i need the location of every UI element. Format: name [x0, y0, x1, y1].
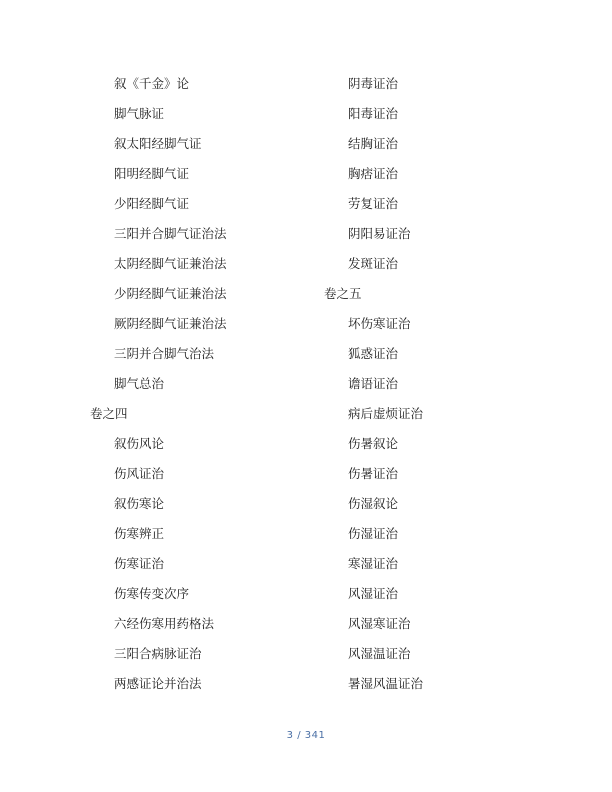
- toc-entry: 少阴经脚气证兼治法: [114, 286, 227, 301]
- toc-entry: 伤风证治: [114, 466, 165, 481]
- toc-entry: 三阳合病脉证治: [114, 646, 202, 661]
- toc-entry: 劳复证治: [348, 196, 399, 211]
- toc-section-heading: 卷之五: [324, 286, 362, 301]
- page-number: 3 / 341: [286, 730, 326, 741]
- toc-entry: 叙太阳经脚气证: [114, 136, 202, 151]
- toc-entry: 暑湿风温证治: [348, 676, 424, 691]
- toc-entry: 六经伤寒用药格法: [114, 616, 215, 631]
- toc-entry: 厥阴经脚气证兼治法: [114, 316, 227, 331]
- toc-entry: 脚气脉证: [114, 106, 165, 121]
- toc-entry: 少阳经脚气证: [114, 196, 190, 211]
- toc-entry: 寒湿证治: [348, 556, 399, 571]
- toc-entry: 三阳并合脚气证治法: [114, 226, 227, 241]
- toc-entry: 脚气总治: [114, 376, 165, 391]
- toc-entry: 叙伤寒论: [114, 496, 165, 511]
- toc-entry: 伤暑叙论: [348, 436, 399, 451]
- toc-entry: 谵语证治: [348, 376, 399, 391]
- toc-entry: 伤湿证治: [348, 526, 399, 541]
- toc-entry: 坏伤寒证治: [348, 316, 411, 331]
- toc-entry: 狐惑证治: [348, 346, 399, 361]
- toc-column-right: [324, 72, 554, 702]
- toc-entry: 风湿证治: [348, 586, 399, 601]
- toc-entry: 阳毒证治: [348, 106, 399, 121]
- toc-entry: 伤寒传变次序: [114, 586, 190, 601]
- toc-entry: 伤暑证治: [348, 466, 399, 481]
- toc-entry: 风湿温证治: [348, 646, 411, 661]
- toc-entry: 伤湿叙论: [348, 496, 399, 511]
- toc-column-left: [90, 72, 320, 702]
- toc-entry: 伤寒证治: [114, 556, 165, 571]
- toc-entry: 两感证论并治法: [114, 676, 202, 691]
- toc-entry: 发斑证治: [348, 256, 399, 271]
- toc-entry: 叙《千金》论: [114, 76, 190, 91]
- toc-entry: 风湿寒证治: [348, 616, 411, 631]
- toc-entry: 胸痞证治: [348, 166, 399, 181]
- toc-entry: 病后虚烦证治: [348, 406, 424, 421]
- toc-entry: 结胸证治: [348, 136, 399, 151]
- toc-entry: 阴毒证治: [348, 76, 399, 91]
- toc-entry: 伤寒辨正: [114, 526, 165, 541]
- toc-section-heading: 卷之四: [90, 406, 128, 421]
- toc-entry: 阳明经脚气证: [114, 166, 190, 181]
- toc-entry: 叙伤风论: [114, 436, 165, 451]
- toc-entry: 阴阳易证治: [348, 226, 411, 241]
- toc-entry: 太阴经脚气证兼治法: [114, 256, 227, 271]
- toc-entry: 三阴并合脚气治法: [114, 346, 215, 361]
